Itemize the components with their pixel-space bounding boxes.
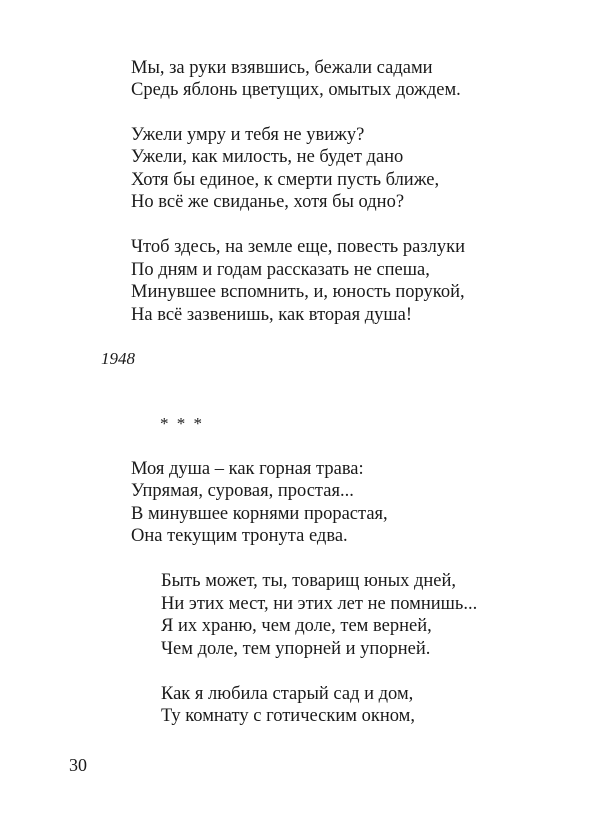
poem-line: Ту комнату с готическим окном, [161, 706, 415, 726]
poem-date: 1948 [101, 349, 135, 368]
poem-line: По дням и годам рассказать не спеша, [131, 260, 430, 280]
poem-line: Но всё же свиданье, хотя бы одно? [131, 192, 405, 212]
poem-line: Ужели умру и тебя не увижу? [131, 125, 365, 145]
poem-line: Она текущим тронута едва. [131, 526, 348, 546]
poem-line: Чем доле, тем упорней и упорней. [161, 639, 431, 659]
poem-line: Хотя бы единое, к смерти пусть ближе, [131, 170, 440, 190]
section-separator: * * * [160, 414, 204, 433]
poem-line: Минувшее вспомнить, и, юность порукой, [131, 282, 465, 302]
poem-line: Упрямая, суровая, простая... [131, 481, 354, 501]
poem-line: В минувшее корнями прорастая, [131, 504, 388, 524]
poem-line: Как я любила старый сад и дом, [161, 684, 414, 704]
poem-line: На всё зазвенишь, как вторая душа! [131, 305, 413, 325]
poem-line: Моя душа – как горная трава: [131, 459, 364, 479]
page-number: 30 [69, 755, 87, 775]
poem-line: Ужели, как милость, не будет дано [131, 147, 404, 167]
poem-line: Чтоб здесь, на земле еще, повесть разлуки [131, 237, 466, 257]
poem-line: Быть может, ты, товарищ юных дней, [161, 571, 457, 591]
poem-line: Мы, за руки взявшись, бежали садами [131, 58, 433, 78]
poem-line: Я их храню, чем доле, тем верней, [161, 616, 432, 636]
poem-line: Средь яблонь цветущих, омытых дождем. [131, 80, 461, 100]
poem-line: Ни этих мест, ни этих лет не помнишь... [161, 594, 478, 614]
